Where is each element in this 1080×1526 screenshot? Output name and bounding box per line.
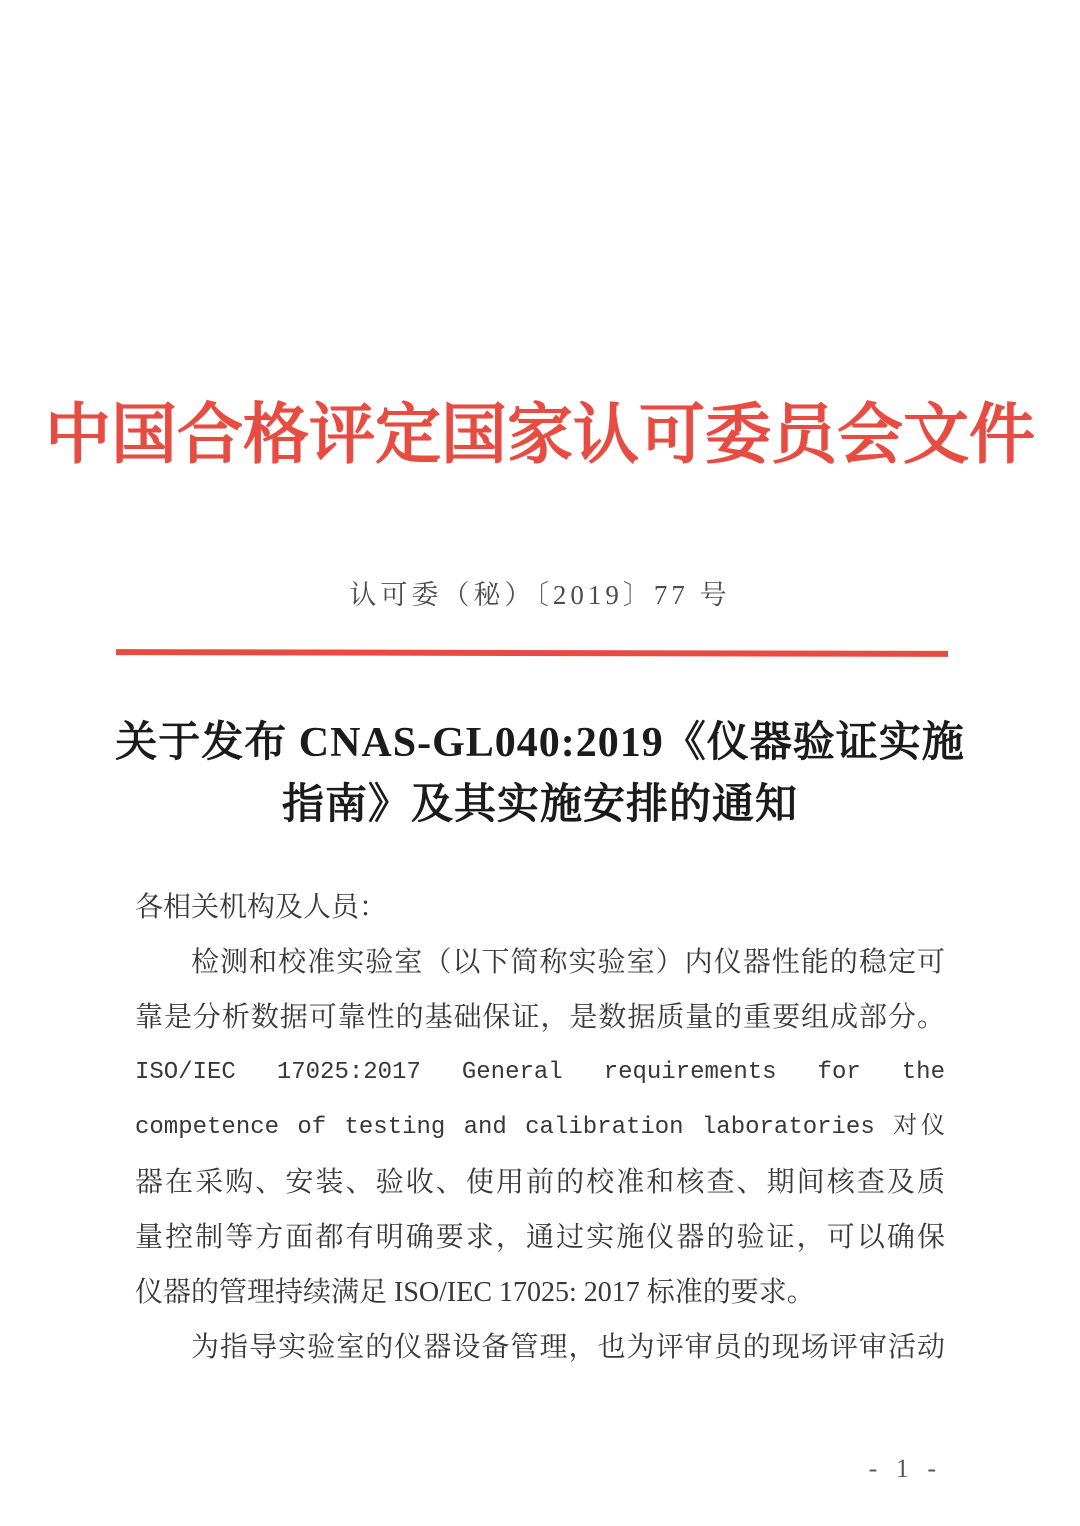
org-header-title: 中国合格评定国家认可委员会文件 [45, 399, 1035, 472]
body-line: 仪器的管理持续满足 ISO/IEC 17025: 2017 标准的要求。 [135, 1277, 815, 1309]
document-body [135, 880, 945, 1375]
body-line: 检测和校准实验室（以下简称实验室）内仪器性能的稳定可 [191, 947, 945, 979]
notice-title-line2: 指南》及其实施安排的通知 [281, 782, 798, 829]
body-line: 靠是分析数据可靠性的基础保证，是数据质量的重要组成部分。 [135, 1002, 945, 1034]
header-divider-rule [116, 649, 948, 657]
notice-title-line1: 关于发布 CNAS-GL040:2019《仪器验证实施 [115, 720, 965, 767]
body-line: ISO/IEC 17025:2017 General requirements for the [135, 1059, 945, 1087]
notice-title [60, 712, 1020, 836]
document-number: 认可委（秘）〔2019〕77 号 [349, 580, 731, 611]
body-line: 器在采购、安装、验收、使用前的校准和核查、期间核查及质 [135, 1167, 945, 1199]
body-line: 为指导实验室的仪器设备管理，也为评审员的现场评审活动 [191, 1332, 945, 1364]
body-line: 量控制等方面都有明确要求，通过实施仪器的验证，可以确保 [135, 1222, 945, 1254]
page-number: - 1 - [868, 1454, 942, 1483]
salutation: 各相关机构及人员： [135, 892, 388, 924]
body-line: competence of testing and calibration laboratories 对仪 [135, 1114, 945, 1142]
